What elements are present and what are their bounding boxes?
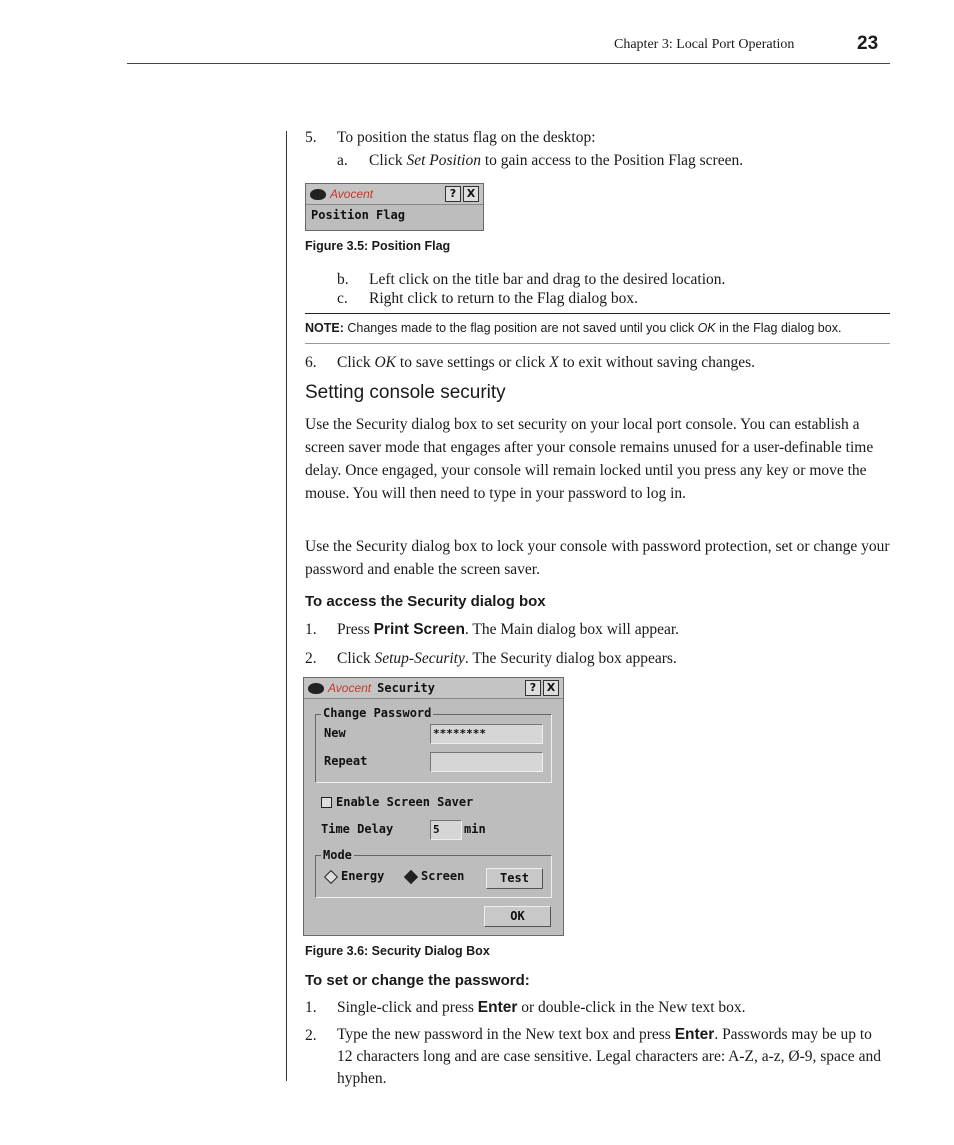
- note: [305, 321, 841, 335]
- access-2-pre: Click: [337, 650, 375, 667]
- new-password-field[interactable]: ********: [430, 724, 543, 744]
- time-delay-field[interactable]: 5: [430, 820, 462, 840]
- new-label: New: [324, 726, 346, 740]
- dialog-title: Security: [377, 681, 435, 695]
- pw-2-post: . Passwords may be up to 12 characters long and are case sensitive. Legal characters are: A-Z, a-z, Ø-9, space and hyphen.: [337, 1026, 881, 1087]
- step-5a-post: to gain access to the Position Flag screen.: [480, 152, 744, 169]
- screen-saver-label: Enable Screen Saver: [336, 795, 474, 809]
- avocent-mouse-icon: [308, 683, 324, 694]
- figure-3-5-caption: Figure 3.5: Position Flag: [305, 239, 451, 253]
- step-5b-letter: b.: [337, 271, 349, 288]
- step-5b-text: Left click on the title bar and drag to the desired location.: [369, 271, 726, 288]
- note-bottom-rule: [305, 343, 890, 344]
- time-delay-label: Time Delay: [321, 822, 394, 836]
- access-1-post: . The Main dialog box will appear.: [464, 621, 680, 638]
- access-2-emph: Setup-Security: [374, 650, 465, 667]
- section-title: Setting console security: [305, 382, 506, 403]
- note-pre: Changes made to the flag position are not saved until you click: [343, 321, 698, 335]
- step-5a-emph: Set Position: [406, 152, 481, 169]
- step-6-pre: Click: [337, 354, 375, 371]
- step-5: [305, 126, 317, 149]
- avocent-logo: Avocent: [328, 681, 372, 695]
- step-6-emph-ok: OK: [374, 354, 397, 371]
- step-5c-letter: c.: [337, 290, 348, 307]
- security-titlebar[interactable]: [304, 678, 563, 699]
- security-dialog: [303, 677, 564, 936]
- pw-2-number: 2.: [305, 1027, 317, 1044]
- paragraph-2: Use the Security dialog box to lock your console with password protection, set or change your password and enable the screen saver.: [305, 538, 890, 578]
- screen-saver-checkbox[interactable]: [321, 797, 332, 808]
- step-5c-text: Right click to return to the Flag dialog box.: [369, 290, 639, 307]
- step-6-text: [337, 351, 755, 374]
- position-flag-label: Position Flag: [311, 208, 405, 222]
- help-icon[interactable]: ?: [445, 186, 461, 202]
- figure-3-6-caption: Figure 3.6: Security Dialog Box: [305, 944, 490, 958]
- energy-label: Energy: [341, 869, 385, 883]
- pw-2-text: [337, 1024, 882, 1090]
- repeat-label: Repeat: [324, 754, 368, 768]
- pw-1-post: or double-click in the New text box.: [517, 999, 746, 1016]
- step-6-number: 6.: [305, 354, 317, 371]
- access-2-post: . The Security dialog box appears.: [464, 650, 677, 667]
- help-icon[interactable]: ?: [525, 680, 541, 696]
- screen-label: Screen: [421, 869, 465, 883]
- pw-1-key: Enter: [477, 999, 518, 1016]
- running-header: Chapter 3: Local Port Operation: [614, 37, 795, 52]
- access-1-text: [337, 618, 679, 641]
- pw-2-pre: Type the new password in the New text box and press: [337, 1026, 675, 1043]
- pw-2-key: Enter: [674, 1026, 715, 1043]
- note-top-rule: [305, 313, 890, 314]
- access-1-pre: Press: [337, 621, 374, 638]
- step-6-mid: to save settings or click: [396, 354, 550, 371]
- access-1-number: 1.: [305, 621, 317, 638]
- note-emph: OK: [697, 321, 716, 335]
- step-6-emph-x: X: [549, 354, 559, 371]
- access-1-key: Print Screen: [373, 621, 465, 638]
- test-button[interactable]: Test: [486, 868, 543, 889]
- step-number: 5.: [305, 129, 317, 146]
- pw-1-text: [337, 996, 746, 1019]
- position-flag-window: [305, 183, 484, 231]
- note-post: in the Flag dialog box.: [715, 321, 842, 335]
- avocent-logo: Avocent: [330, 187, 374, 201]
- page-number: 23: [857, 33, 879, 54]
- password-heading: To set or change the password:: [305, 972, 530, 989]
- paragraph-1: Use the Security dialog box to set security on your local port console. You can establish a screen saver mode that engages after your console remains unused for a user-definable time delay. Once engaged, your console will remain locked until you press any key or move the mouse. You will then need to type in your password to log in.: [305, 416, 874, 502]
- change-password-label: Change Password: [323, 706, 432, 720]
- mode-label: Mode: [323, 848, 352, 862]
- access-2-text: [337, 647, 677, 670]
- flag-titlebar[interactable]: [306, 184, 483, 205]
- access-2-number: 2.: [305, 650, 317, 667]
- step-5-text: To position the status flag on the desktop:: [337, 129, 596, 146]
- margin-rule: [286, 131, 287, 1081]
- step-5a-letter: a.: [337, 152, 348, 169]
- repeat-password-field[interactable]: [430, 752, 543, 772]
- step-6-post: to exit without saving changes.: [558, 354, 756, 371]
- close-icon[interactable]: X: [463, 186, 479, 202]
- step-5a-text: [369, 149, 743, 172]
- access-heading: To access the Security dialog box: [305, 593, 546, 610]
- pw-1-pre: Single-click and press: [337, 999, 478, 1016]
- time-unit: min: [464, 822, 486, 836]
- ok-button[interactable]: OK: [484, 906, 551, 927]
- header-rule: [127, 63, 890, 64]
- avocent-mouse-icon: [310, 189, 326, 200]
- note-label: NOTE:: [305, 321, 344, 335]
- close-icon[interactable]: X: [543, 680, 559, 696]
- step-5a-pre: Click: [369, 152, 407, 169]
- pw-1-number: 1.: [305, 999, 317, 1016]
